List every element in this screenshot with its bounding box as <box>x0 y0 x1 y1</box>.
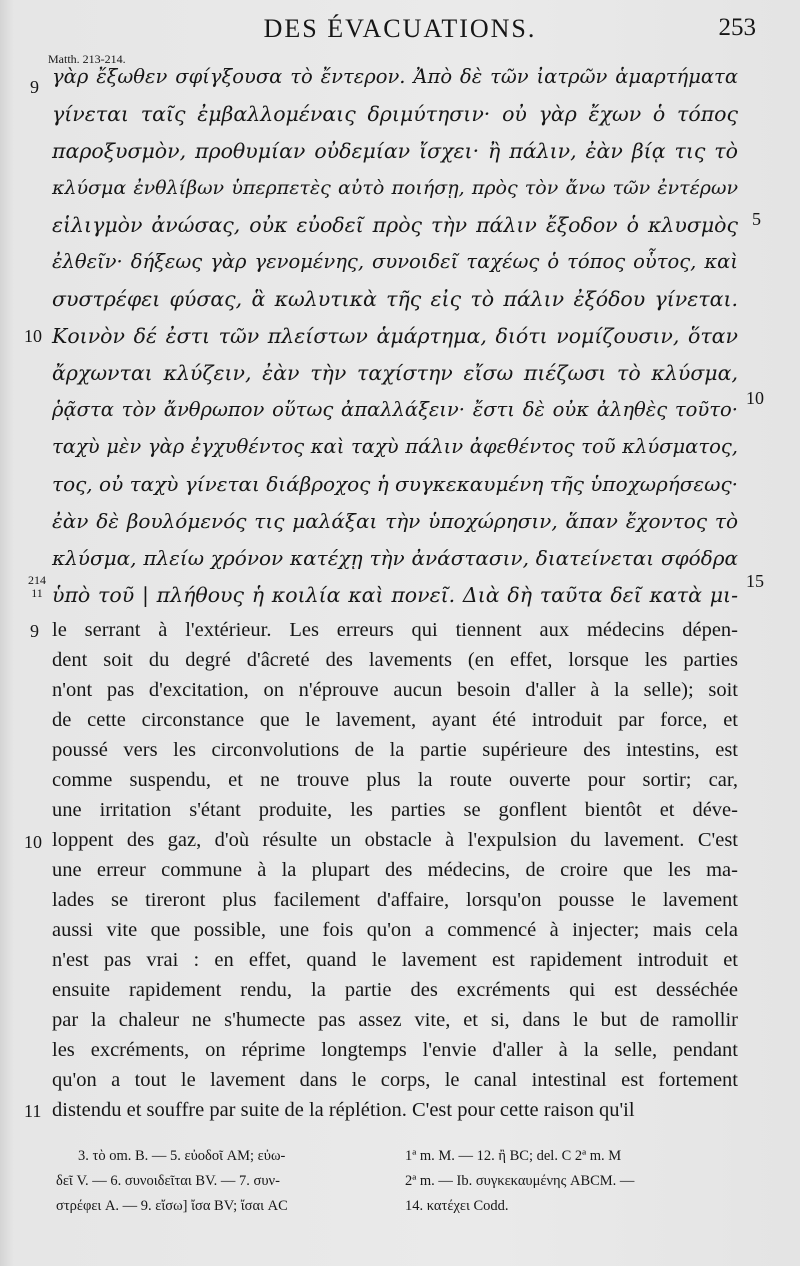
footnote-line: 2ª m. — Ib. συγκεκαυμένης ABCM. — <box>405 1173 635 1189</box>
french-line: lades se tireront plus facilement d'affaire, lorsqu'on pousse le lavement <box>52 889 738 911</box>
french-line: loppent des gaz, d'où résulte un obstacle à l'expulsion du lavement. C'est <box>52 829 738 851</box>
greek-line: ἄρχωνται κλύζειν, ἐὰν τὴν ταχίστην εἴσω πιέζωσι τὸ κλύσμα, <box>52 361 738 385</box>
margin-line-number: 15 <box>746 571 764 591</box>
footnote-line: στρέφει A. — 9. εἴσω] ἴσα BV; ἴσαι AC <box>56 1198 288 1214</box>
greek-line: Κοινὸν δέ ἐστι τῶν πλείστων ἁμάρτημα, διότι νομίζουσιν, ὅταν <box>52 324 738 348</box>
margin-line-number: 11 <box>24 1101 42 1121</box>
french-line: comme suspendu, et ne trouve plus la route ouverte pour sortir; car, <box>52 769 738 791</box>
margin-line-number: 5 <box>752 209 761 229</box>
page-number: 253 <box>718 14 756 41</box>
greek-line: κλύσμα, πλείω χρόνον κατέχῃ τὴν ἀνάστασιν, διατείνεται σφόδρα <box>52 546 738 570</box>
greek-line: ῥᾷστα τὸν ἄνθρωπον οὕτως ἀπαλλάξειν· ἔστι δὲ οὐκ ἀληθὲς τοῦτο· <box>52 398 738 421</box>
french-line: poussé vers les circonvolutions de la partie supérieure des intestins, est <box>52 739 738 761</box>
footnote-line: δεῖ V. — 6. συνοιδεῖται BV. — 7. συν- <box>56 1173 280 1189</box>
footnote-line: 1ª m. M. — 12. ἢ BC; del. C 2ª m. M <box>405 1148 622 1164</box>
greek-line: ταχὺ μὲν γὰρ ἐγχυθέντος καὶ ταχὺ πάλιν ἀφεθέντος τοῦ κλύσματος, <box>52 435 738 458</box>
french-line: qu'on a tout le lavement dans le corps, le canal intestinal est fortement <box>52 1069 738 1091</box>
reference-note: Matth. 213-214. <box>48 52 126 66</box>
french-line: les excréments, on réprime longtemps l'envie d'aller à la selle, pendant <box>52 1039 738 1061</box>
margin-page-ref <box>28 574 46 600</box>
margin-page-number: 214 <box>28 573 46 587</box>
greek-line: γὰρ ἔξωθεν σφίγξουσα τὸ ἔντερον. Ἀπὸ δὲ τῶν ἰατρῶν ἁμαρτήματα <box>52 65 738 88</box>
margin-line-number: 10 <box>24 832 42 852</box>
french-line: le serrant à l'extérieur. Les erreurs qui tiennent aux médecins dépen- <box>52 619 738 641</box>
footnote-line: 3. τὸ om. B. — 5. εὐοδοῖ AM; εὐω- <box>78 1148 286 1164</box>
margin-line-number: 9 <box>30 77 39 97</box>
margin-line-number: 10 <box>746 388 764 408</box>
french-line: une irritation s'étant produite, les parties se gonflent bientôt et déve- <box>52 799 738 821</box>
greek-line: ἐλθεῖν· δήξεως γὰρ γενομένης, συνοιδεῖ ταχέως ὁ τόπος οὗτος, καὶ <box>52 250 738 273</box>
greek-line: παροξυσμὸν, προθυμίαν οὐδεμίαν ἴσχει· ἢ πάλιν, ἐὰν βίᾳ τις τὸ <box>52 139 738 163</box>
french-line: par la chaleur ne s'humecte pas assez vite, et si, dans le but de ramollir <box>52 1009 738 1031</box>
french-line: ensuite rapidement rendu, la partie des excréments qui est desséchée <box>52 979 738 1001</box>
footnote-line: 14. κατέχει Codd. <box>405 1198 509 1214</box>
greek-line: τος, οὐ ταχὺ γίνεται διάβροχος ἡ συγκεκαυμένη τῆς ὑποχωρήσεως· <box>52 472 739 496</box>
margin-line-number: 10 <box>24 326 42 346</box>
margin-line-number: 9 <box>30 621 39 641</box>
french-line: n'est pas vrai : en effet, quand le lavement est rapidement introduit et <box>52 949 738 971</box>
running-title: DES ÉVACUATIONS. <box>263 14 537 43</box>
french-line: de cette circonstance que le lavement, ayant été introduit par force, et <box>52 709 738 731</box>
french-line: aussi vite que possible, une fois qu'on a commencé à injecter; mais cela <box>52 919 738 941</box>
french-line: n'ont pas d'excitation, on n'éprouve aucun besoin d'aller à la selle); soit <box>52 679 738 701</box>
greek-line: κλύσμα ἐνθλίβων ὑπερπετὲς αὐτὸ ποιήσῃ, πρὸς τὸν ἄνω τῶν ἐντέρων <box>52 177 738 199</box>
french-line: une erreur commune à la plupart des médecins, de croire que les ma- <box>52 859 738 881</box>
greek-line: ἐὰν δὲ βουλόμενός τις μαλάξαι τὴν ὑποχώρησιν, ἅπαν ἔχοντος τὸ <box>52 509 738 533</box>
greek-line: εἱλιγμὸν ἀνώσας, οὐκ εὐοδεῖ πρὸς τὴν πάλιν ἔξοδον ὁ κλυσμὸς <box>52 213 738 237</box>
greek-line: γίνεται ταῖς ἐμβαλλομέναις δριμύτησιν· οὐ γὰρ ἔχων ὁ τόπος <box>52 102 738 126</box>
greek-line: ὑπὸ τοῦ | πλήθους ἡ κοιλία καὶ πονεῖ. Διὰ δὴ ταῦτα δεῖ κατὰ μι- <box>52 583 738 607</box>
greek-line: συστρέφει φύσας, ἃ κωλυτικὰ τῆς εἰς τὸ πάλιν ἐξόδου γίνεται. <box>52 287 738 311</box>
margin-line-number: 11 <box>31 586 43 600</box>
french-line: distendu et souffre par suite de la réplétion. C'est pour cette raison qu'il <box>52 1099 635 1121</box>
french-line: dent soit du degré d'âcreté des lavements (en effet, lorsque les parties <box>52 649 738 671</box>
